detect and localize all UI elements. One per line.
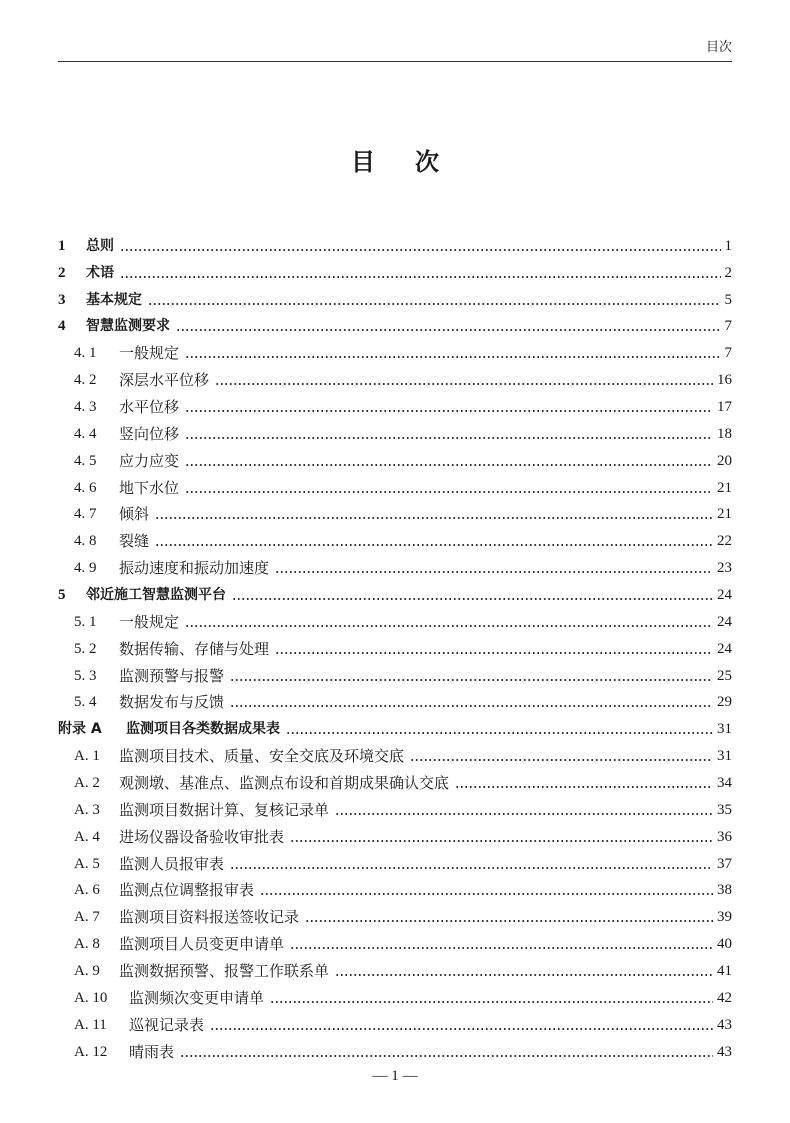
toc-entry-title: 深层水平位移 <box>119 371 210 390</box>
toc-entry-number: 4. 5 <box>74 452 97 469</box>
table-of-contents <box>58 229 732 1062</box>
toc-entry-number: 5. 2 <box>74 640 97 657</box>
toc-entry[interactable] <box>58 578 732 605</box>
toc-entry-page: 31 <box>717 721 732 738</box>
toc-entry-page: 38 <box>717 882 732 899</box>
toc-entry[interactable] <box>58 417 732 444</box>
toc-entry-title: 智慧监测要求 <box>86 318 170 335</box>
toc-entry[interactable] <box>58 1008 732 1035</box>
toc-entry-page: 40 <box>717 936 732 953</box>
toc-entry-number: 4. 2 <box>74 372 97 389</box>
toc-entry-page: 7 <box>724 318 732 335</box>
dot-leader <box>290 840 713 842</box>
toc-entry[interactable] <box>58 659 732 686</box>
toc-entry[interactable] <box>58 739 732 766</box>
dot-leader <box>155 517 713 519</box>
toc-entry[interactable] <box>58 847 732 874</box>
toc-entry-number: 4. 6 <box>74 479 97 496</box>
dot-leader <box>335 813 713 815</box>
toc-entry-title: 监测人员报审表 <box>119 854 225 873</box>
toc-entry[interactable] <box>58 1035 732 1062</box>
toc-entry[interactable] <box>58 954 732 981</box>
toc-entry[interactable] <box>58 310 732 337</box>
toc-entry[interactable] <box>58 229 732 256</box>
toc-entry-title: 应力应变 <box>119 451 180 470</box>
dot-leader <box>210 1028 713 1030</box>
page-title: 目次 <box>351 148 479 176</box>
dot-leader <box>185 356 720 358</box>
dot-leader <box>180 1055 713 1057</box>
toc-entry-title: 监测项目技术、质量、安全交底及环境交底 <box>119 747 405 766</box>
dot-leader <box>290 947 713 949</box>
toc-entry-page: 37 <box>717 855 732 872</box>
dot-leader <box>230 679 713 681</box>
dot-leader <box>155 544 713 546</box>
toc-entry-title: 巡视记录表 <box>129 1015 205 1034</box>
toc-entry[interactable] <box>58 390 732 417</box>
toc-entry[interactable] <box>58 981 732 1008</box>
toc-entry-title: 邻近施工智慧监测平台 <box>86 587 226 604</box>
toc-entry-page: 17 <box>717 399 732 416</box>
toc-entry-page: 24 <box>717 587 732 604</box>
toc-entry-title: 振动速度和振动加速度 <box>119 559 270 578</box>
dot-leader <box>410 759 713 761</box>
toc-entry-title: 竖向位移 <box>119 424 180 443</box>
dot-leader <box>120 276 721 278</box>
dot-leader <box>185 437 713 439</box>
toc-entry-number: 附录 A <box>58 721 102 738</box>
toc-entry[interactable] <box>58 793 732 820</box>
dot-leader <box>230 867 713 869</box>
dot-leader <box>185 464 713 466</box>
toc-entry-number: A. 11 <box>74 1016 107 1033</box>
toc-entry[interactable] <box>58 686 732 713</box>
dot-leader <box>335 974 713 976</box>
toc-entry[interactable] <box>58 283 732 310</box>
toc-entry-page: 21 <box>717 479 732 496</box>
toc-entry-number: 3 <box>58 291 66 308</box>
toc-entry-title: 进场仪器设备验收审批表 <box>119 827 285 846</box>
toc-entry-page: 21 <box>717 506 732 523</box>
toc-entry-title: 基本规定 <box>86 291 142 308</box>
toc-entry-number: 4. 8 <box>74 533 97 550</box>
toc-entry-page: 35 <box>717 801 732 818</box>
toc-entry-number: 1 <box>58 237 66 254</box>
toc-entry[interactable] <box>58 766 732 793</box>
toc-entry[interactable] <box>58 524 732 551</box>
dot-leader <box>275 571 713 573</box>
toc-entry[interactable] <box>58 256 732 283</box>
toc-entry-title: 数据传输、存储与处理 <box>119 639 270 658</box>
toc-entry-number: 4. 3 <box>74 399 97 416</box>
toc-entry-page: 24 <box>717 613 732 630</box>
toc-entry-page: 22 <box>717 533 732 550</box>
toc-entry-number: A. 3 <box>74 801 100 818</box>
toc-entry-page: 20 <box>717 452 732 469</box>
toc-entry-page: 18 <box>717 425 732 442</box>
toc-entry-page: 31 <box>717 748 732 765</box>
toc-entry-page: 24 <box>717 640 732 657</box>
toc-entry-number: 4. 1 <box>74 345 97 362</box>
toc-entry-number: A. 6 <box>74 882 100 899</box>
toc-entry-number: 4 <box>58 318 66 335</box>
toc-entry-page: 29 <box>717 694 732 711</box>
toc-entry-number: 4. 9 <box>74 560 97 577</box>
toc-entry-title: 数据发布与反馈 <box>119 693 225 712</box>
toc-entry-number: 5. 4 <box>74 694 97 711</box>
toc-entry-number: A. 1 <box>74 748 100 765</box>
toc-entry-title: 一般规定 <box>119 612 180 631</box>
toc-entry-number: 5 <box>58 587 66 604</box>
toc-entry-number: 4. 4 <box>74 425 97 442</box>
dot-leader <box>232 598 713 600</box>
toc-entry-number: 4. 7 <box>74 506 97 523</box>
toc-entry-number: A. 12 <box>74 1043 108 1060</box>
toc-entry-title: 倾斜 <box>119 505 150 524</box>
dot-leader <box>270 1001 713 1003</box>
dot-leader <box>455 786 713 788</box>
toc-entry[interactable] <box>58 336 732 363</box>
dot-leader <box>215 383 713 385</box>
toc-entry[interactable] <box>58 874 732 901</box>
toc-entry-number: A. 4 <box>74 828 100 845</box>
toc-entry-title: 监测项目数据计算、复核记录单 <box>119 800 330 819</box>
toc-entry-page: 25 <box>717 667 732 684</box>
dot-leader <box>286 732 713 734</box>
toc-entry-title: 监测项目各类数据成果表 <box>126 721 280 738</box>
toc-entry[interactable] <box>58 820 732 847</box>
toc-entry-title: 晴雨表 <box>129 1042 175 1061</box>
toc-entry[interactable] <box>58 632 732 659</box>
toc-entry[interactable] <box>58 927 732 954</box>
toc-entry-title: 观测墩、基准点、监测点布设和首期成果确认交底 <box>119 774 450 793</box>
toc-entry-title: 监测项目资料报送签收记录 <box>119 908 300 927</box>
toc-entry[interactable] <box>58 363 732 390</box>
toc-entry-number: 2 <box>58 264 66 281</box>
toc-entry-page: 42 <box>717 989 732 1006</box>
toc-entry-title: 水平位移 <box>119 398 180 417</box>
toc-entry-number: A. 10 <box>74 989 108 1006</box>
toc-entry-title: 裂缝 <box>119 532 150 551</box>
toc-entry-title: 监测项目人员变更申请单 <box>119 935 285 954</box>
toc-entry-page: 36 <box>717 828 732 845</box>
toc-entry[interactable] <box>58 900 732 927</box>
toc-entry-page: 2 <box>724 264 732 281</box>
toc-entry-number: A. 8 <box>74 936 100 953</box>
toc-entry-title: 监测预警与报警 <box>119 666 225 685</box>
toc-entry-title: 监测点位调整报审表 <box>119 881 255 900</box>
toc-entry-page: 5 <box>724 291 732 308</box>
toc-entry[interactable] <box>58 712 732 739</box>
dot-leader <box>305 920 713 922</box>
toc-entry-page: 23 <box>717 560 732 577</box>
toc-entry-title: 监测频次变更申请单 <box>129 988 265 1007</box>
toc-entry-number: 5. 1 <box>74 613 97 630</box>
dot-leader <box>176 329 721 331</box>
toc-entry-title: 一般规定 <box>119 344 180 363</box>
toc-entry[interactable] <box>58 471 732 498</box>
toc-entry-page: 34 <box>717 775 732 792</box>
toc-entry-title: 地下水位 <box>119 478 180 497</box>
toc-entry-page: 7 <box>724 345 732 362</box>
toc-entry-page: 43 <box>717 1043 732 1060</box>
toc-entry[interactable] <box>58 444 732 471</box>
dot-leader <box>185 410 713 412</box>
toc-entry-page: 16 <box>717 372 732 389</box>
toc-entry-page: 39 <box>717 909 732 926</box>
page-number: — 1 — <box>372 1068 418 1084</box>
toc-entry-title: 总则 <box>86 237 114 254</box>
dot-leader <box>120 249 721 251</box>
dot-leader <box>185 491 713 493</box>
toc-entry-page: 1 <box>724 237 732 254</box>
dot-leader <box>148 303 721 305</box>
header-rule <box>58 61 732 62</box>
toc-entry-number: A. 9 <box>74 963 100 980</box>
toc-entry-number: A. 7 <box>74 909 100 926</box>
dot-leader <box>275 652 713 654</box>
toc-entry-number: A. 5 <box>74 855 100 872</box>
toc-entry[interactable] <box>58 551 732 578</box>
dot-leader <box>230 705 713 707</box>
toc-entry-page: 41 <box>717 963 732 980</box>
dot-leader <box>260 893 713 895</box>
toc-entry-number: 5. 3 <box>74 667 97 684</box>
toc-entry[interactable] <box>58 498 732 525</box>
toc-entry-number: A. 2 <box>74 775 100 792</box>
toc-entry[interactable] <box>58 605 732 632</box>
toc-entry-page: 43 <box>717 1016 732 1033</box>
dot-leader <box>185 625 713 627</box>
toc-entry-title: 监测数据预警、报警工作联系单 <box>119 962 330 981</box>
running-head: 目次 <box>705 40 732 55</box>
toc-entry-title: 术语 <box>86 264 114 281</box>
